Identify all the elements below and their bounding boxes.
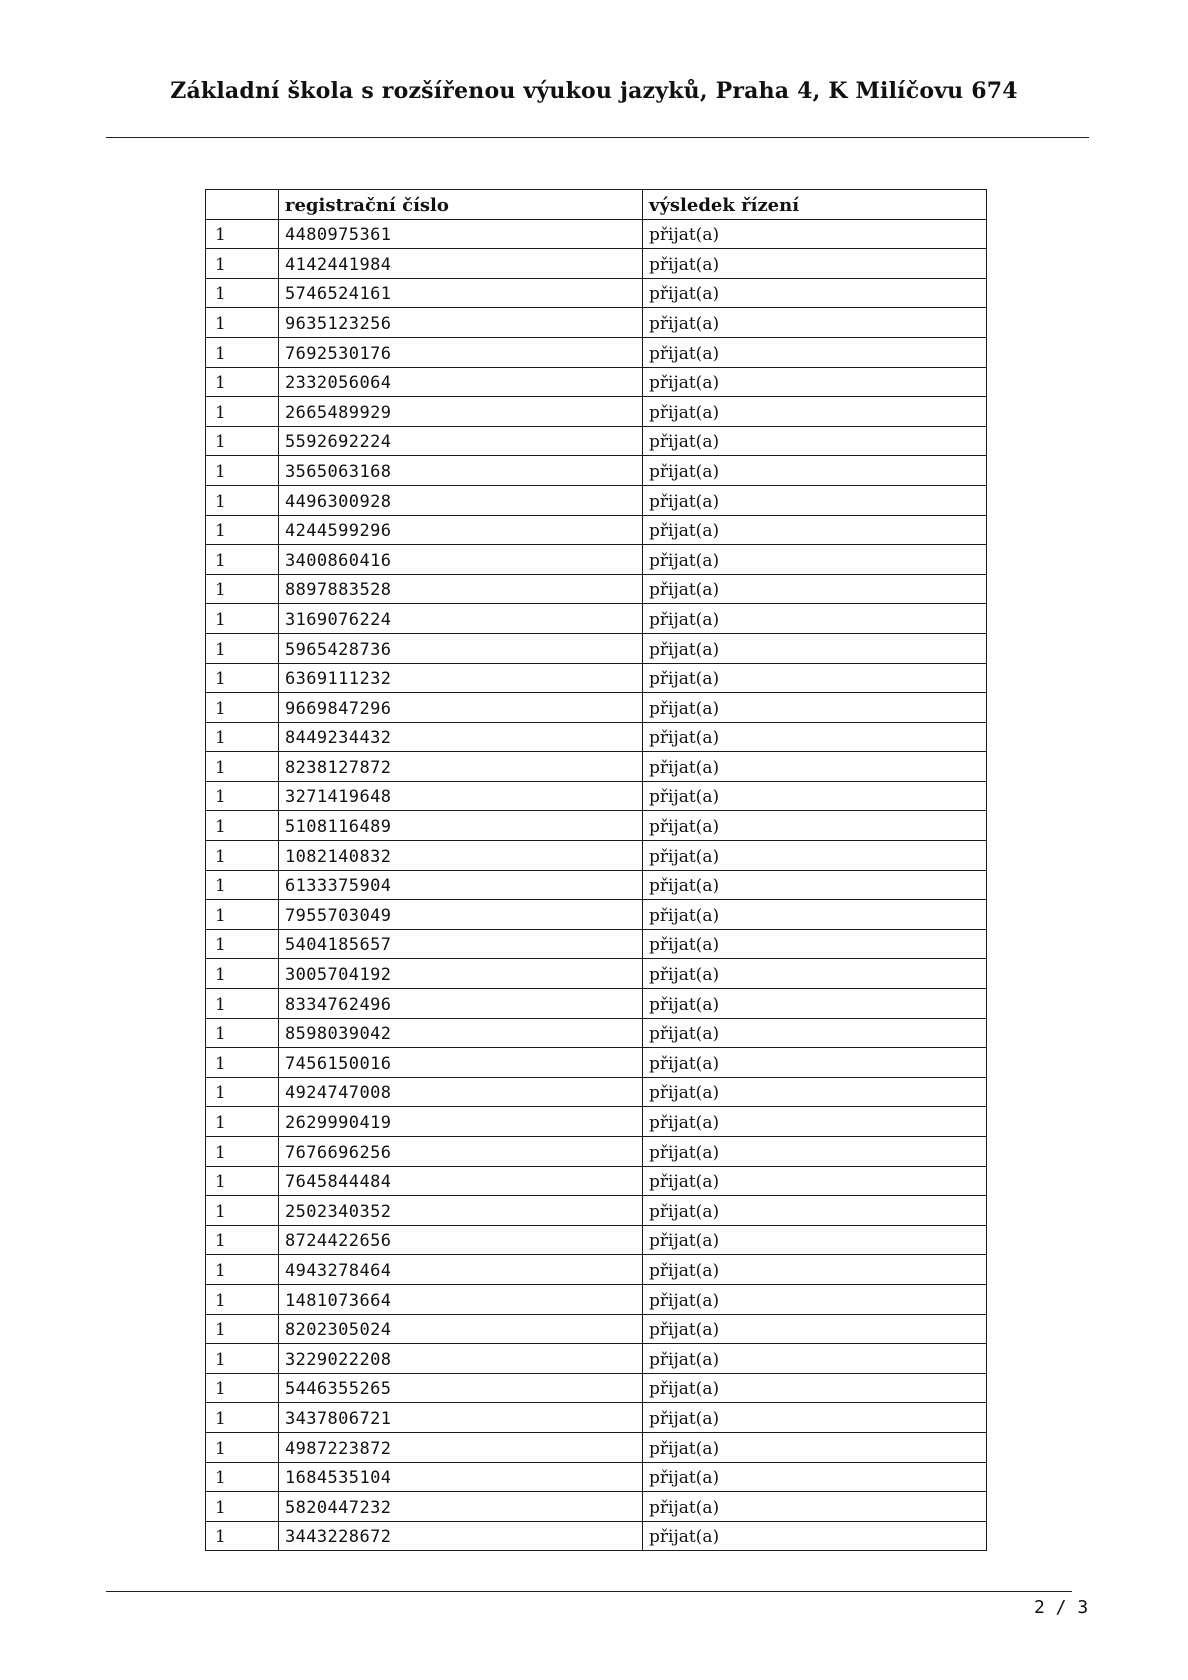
registration-number: 3169076224 (279, 604, 643, 634)
row-index: 1 (206, 841, 279, 871)
registration-number: 3443228672 (279, 1521, 643, 1551)
registration-number: 5404185657 (279, 929, 643, 959)
table-row (206, 1492, 987, 1522)
table-row (206, 1521, 987, 1551)
row-index: 1 (206, 604, 279, 634)
table-row (206, 367, 987, 397)
registration-number: 1481073664 (279, 1284, 643, 1314)
result-status: přijat(a) (643, 1137, 987, 1167)
table-row (206, 663, 987, 693)
registration-number: 8598039042 (279, 1018, 643, 1048)
registration-number: 6133375904 (279, 870, 643, 900)
result-status: přijat(a) (643, 515, 987, 545)
row-index: 1 (206, 1314, 279, 1344)
registration-number: 4480975361 (279, 219, 643, 249)
result-status: přijat(a) (643, 604, 987, 634)
result-status: přijat(a) (643, 367, 987, 397)
row-index: 1 (206, 1166, 279, 1196)
result-status: přijat(a) (643, 929, 987, 959)
row-index: 1 (206, 278, 279, 308)
table-row (206, 485, 987, 515)
registration-number: 3437806721 (279, 1403, 643, 1433)
result-status: přijat(a) (643, 959, 987, 989)
result-status: přijat(a) (643, 1077, 987, 1107)
result-status: přijat(a) (643, 1018, 987, 1048)
row-index: 1 (206, 1284, 279, 1314)
result-status: přijat(a) (643, 1432, 987, 1462)
table-row (206, 604, 987, 634)
table-row (206, 426, 987, 456)
result-status: přijat(a) (643, 1492, 987, 1522)
result-status: přijat(a) (643, 722, 987, 752)
result-status: přijat(a) (643, 781, 987, 811)
table-header-row (206, 190, 987, 220)
results-table-body (206, 219, 987, 1551)
result-status: přijat(a) (643, 219, 987, 249)
row-index: 1 (206, 870, 279, 900)
table-row (206, 1196, 987, 1226)
registration-number: 4142441984 (279, 249, 643, 279)
table-row (206, 1373, 987, 1403)
registration-number: 8334762496 (279, 989, 643, 1019)
row-index: 1 (206, 929, 279, 959)
result-status: přijat(a) (643, 1521, 987, 1551)
registration-number: 1684535104 (279, 1462, 643, 1492)
table-row (206, 1432, 987, 1462)
table-row (206, 722, 987, 752)
result-status: přijat(a) (643, 456, 987, 486)
results-table (205, 189, 987, 1551)
registration-number: 3005704192 (279, 959, 643, 989)
table-row (206, 1314, 987, 1344)
row-index: 1 (206, 219, 279, 249)
registration-number: 5446355265 (279, 1373, 643, 1403)
registration-number: 6369111232 (279, 663, 643, 693)
row-index: 1 (206, 693, 279, 723)
row-index: 1 (206, 515, 279, 545)
result-status: přijat(a) (643, 633, 987, 663)
result-status: přijat(a) (643, 1284, 987, 1314)
result-status: přijat(a) (643, 1166, 987, 1196)
row-index: 1 (206, 1018, 279, 1048)
table-row (206, 1225, 987, 1255)
registration-number: 3229022208 (279, 1344, 643, 1374)
result-status: přijat(a) (643, 545, 987, 575)
registration-number: 8724422656 (279, 1225, 643, 1255)
registration-number: 9669847296 (279, 693, 643, 723)
table-row (206, 1018, 987, 1048)
registration-number: 1082140832 (279, 841, 643, 871)
row-index: 1 (206, 249, 279, 279)
table-row (206, 574, 987, 604)
registration-number: 2629990419 (279, 1107, 643, 1137)
registration-number: 7456150016 (279, 1048, 643, 1078)
result-status: přijat(a) (643, 249, 987, 279)
row-index: 1 (206, 1492, 279, 1522)
row-index: 1 (206, 1432, 279, 1462)
result-status: přijat(a) (643, 574, 987, 604)
row-index: 1 (206, 1048, 279, 1078)
result-status: přijat(a) (643, 1344, 987, 1374)
registration-number: 7676696256 (279, 1137, 643, 1167)
column-header-result: výsledek řízení (643, 190, 987, 220)
row-index: 1 (206, 1225, 279, 1255)
result-status: přijat(a) (643, 1196, 987, 1226)
row-index: 1 (206, 781, 279, 811)
result-status: přijat(a) (643, 278, 987, 308)
row-index: 1 (206, 367, 279, 397)
row-index: 1 (206, 663, 279, 693)
registration-number: 5746524161 (279, 278, 643, 308)
registration-number: 2665489929 (279, 397, 643, 427)
registration-number: 3400860416 (279, 545, 643, 575)
row-index: 1 (206, 1077, 279, 1107)
registration-number: 9635123256 (279, 308, 643, 338)
registration-number: 4244599296 (279, 515, 643, 545)
row-index: 1 (206, 722, 279, 752)
table-row (206, 752, 987, 782)
table-row (206, 900, 987, 930)
registration-number: 2332056064 (279, 367, 643, 397)
header-divider (106, 137, 1089, 138)
result-status: přijat(a) (643, 841, 987, 871)
row-index: 1 (206, 1403, 279, 1433)
registration-number: 7692530176 (279, 337, 643, 367)
row-index: 1 (206, 1373, 279, 1403)
registration-number: 3565063168 (279, 456, 643, 486)
table-row (206, 1107, 987, 1137)
table-row (206, 337, 987, 367)
row-index: 1 (206, 900, 279, 930)
result-status: přijat(a) (643, 870, 987, 900)
table-row (206, 841, 987, 871)
table-row (206, 693, 987, 723)
row-index: 1 (206, 397, 279, 427)
table-row (206, 811, 987, 841)
row-index: 1 (206, 752, 279, 782)
table-row (206, 308, 987, 338)
table-row (206, 1255, 987, 1285)
table-row (206, 1462, 987, 1492)
row-index: 1 (206, 633, 279, 663)
table-row (206, 219, 987, 249)
row-index: 1 (206, 1521, 279, 1551)
registration-number: 5592692224 (279, 426, 643, 456)
registration-number: 4924747008 (279, 1077, 643, 1107)
registration-number: 4496300928 (279, 485, 643, 515)
result-status: přijat(a) (643, 1314, 987, 1344)
row-index: 1 (206, 337, 279, 367)
registration-number: 5820447232 (279, 1492, 643, 1522)
page-number: 2 / 3 (1034, 1597, 1089, 1618)
registration-number: 7645844484 (279, 1166, 643, 1196)
result-status: přijat(a) (643, 1403, 987, 1433)
row-index: 1 (206, 1137, 279, 1167)
table-row (206, 989, 987, 1019)
table-row (206, 1344, 987, 1374)
table-row (206, 249, 987, 279)
registration-number: 4943278464 (279, 1255, 643, 1285)
result-status: přijat(a) (643, 1048, 987, 1078)
result-status: přijat(a) (643, 900, 987, 930)
result-status: přijat(a) (643, 693, 987, 723)
result-status: přijat(a) (643, 811, 987, 841)
table-row (206, 1403, 987, 1433)
result-status: přijat(a) (643, 663, 987, 693)
result-status: přijat(a) (643, 485, 987, 515)
table-row (206, 870, 987, 900)
result-status: přijat(a) (643, 989, 987, 1019)
registration-number: 8449234432 (279, 722, 643, 752)
row-index: 1 (206, 1255, 279, 1285)
table-row (206, 1137, 987, 1167)
table-row (206, 397, 987, 427)
result-status: přijat(a) (643, 1225, 987, 1255)
table-row (206, 545, 987, 575)
row-index: 1 (206, 959, 279, 989)
table-row (206, 929, 987, 959)
row-index: 1 (206, 1462, 279, 1492)
row-index: 1 (206, 545, 279, 575)
registration-number: 7955703049 (279, 900, 643, 930)
row-index: 1 (206, 485, 279, 515)
registration-number: 2502340352 (279, 1196, 643, 1226)
registration-number: 5108116489 (279, 811, 643, 841)
registration-number: 8897883528 (279, 574, 643, 604)
result-status: přijat(a) (643, 1107, 987, 1137)
result-status: přijat(a) (643, 752, 987, 782)
table-row (206, 959, 987, 989)
result-status: přijat(a) (643, 426, 987, 456)
result-status: přijat(a) (643, 1373, 987, 1403)
row-index: 1 (206, 811, 279, 841)
table-row (206, 1048, 987, 1078)
registration-number: 4987223872 (279, 1432, 643, 1462)
table-row (206, 278, 987, 308)
row-index: 1 (206, 1196, 279, 1226)
column-header-registration-number: registrační číslo (279, 190, 643, 220)
registration-number: 8202305024 (279, 1314, 643, 1344)
registration-number: 3271419648 (279, 781, 643, 811)
table-row (206, 781, 987, 811)
row-index: 1 (206, 1107, 279, 1137)
result-status: přijat(a) (643, 1255, 987, 1285)
row-index: 1 (206, 456, 279, 486)
result-status: přijat(a) (643, 397, 987, 427)
row-index: 1 (206, 574, 279, 604)
result-status: přijat(a) (643, 337, 987, 367)
page-title: Základní škola s rozšířenou výukou jazyků, Praha 4, K Milíčovu 674 (170, 78, 1018, 104)
table-row (206, 456, 987, 486)
footer-divider (106, 1591, 1072, 1592)
table-row (206, 1166, 987, 1196)
row-index: 1 (206, 989, 279, 1019)
table-row (206, 633, 987, 663)
result-status: přijat(a) (643, 308, 987, 338)
registration-number: 5965428736 (279, 633, 643, 663)
row-index: 1 (206, 426, 279, 456)
row-index: 1 (206, 308, 279, 338)
column-header-index (206, 190, 279, 220)
registration-number: 8238127872 (279, 752, 643, 782)
table-row (206, 1284, 987, 1314)
table-row (206, 1077, 987, 1107)
row-index: 1 (206, 1344, 279, 1374)
result-status: přijat(a) (643, 1462, 987, 1492)
table-row (206, 515, 987, 545)
